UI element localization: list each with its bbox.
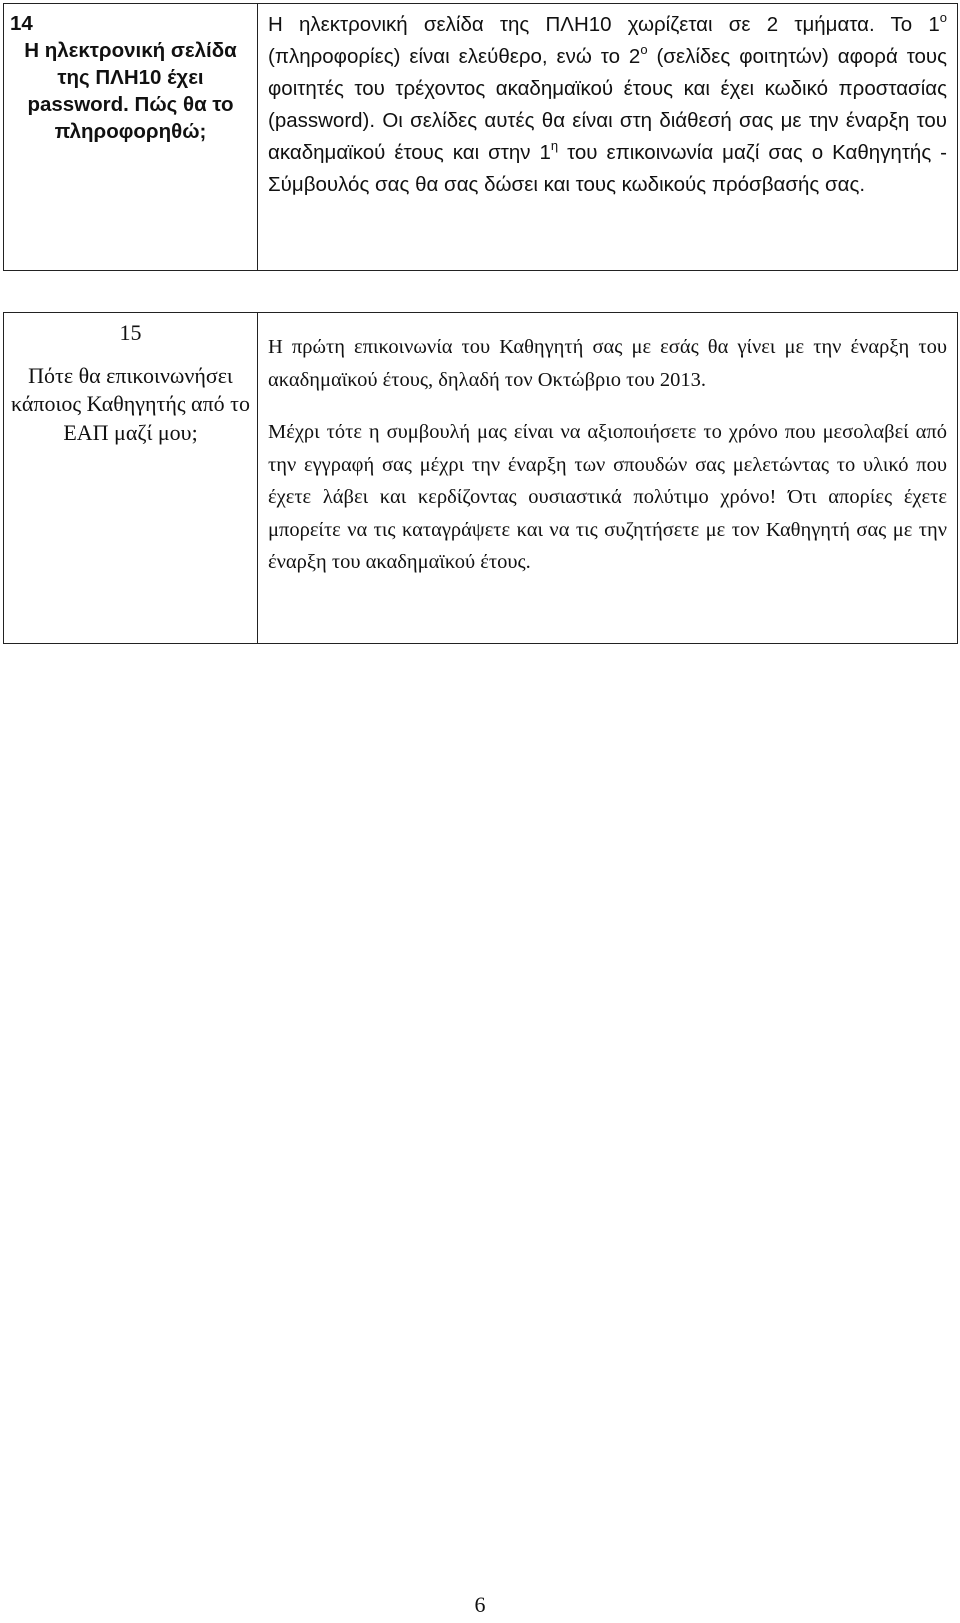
answer-text-part: του επικοινωνία μαζί σας ο Καθηγητής - Σύμβουλός σας θα σας δώσει και τους κωδικούς πρόσβασής σας.: [268, 141, 947, 196]
ordinal-superscript: ο: [640, 42, 648, 57]
answer-cell: [258, 313, 958, 644]
question-number: 14: [10, 12, 33, 35]
ordinal-superscript: ο: [939, 10, 947, 25]
answer-paragraph: Μέχρι τότε η συμβουλή μας είναι να αξιοποιήσετε το χρόνο που μεσολαβεί από την εγγραφή σας μέχρι την έναρξη των σπουδών σας μελετώντας το υλικό που έχετε λάβει και κερδίζοντας ουσιαστικά πολύτιμο χρόνο! Ότι απορίες έχετε μπορείτε να τις καταγράψετε και να τις συζητήσετε με τον Καθηγητή σας με την έναρξη του ακαδημαϊκού έτους.: [268, 421, 947, 573]
answer-text-part: (σελίδες φοιτητών) αφορά τους φοιτητές του τρέχοντος ακαδημαϊκού έτους και έχει κωδικό προστασίας (password). Οι σελίδες αυτές θα είναι στη διάθεσή σας με την έναρξη του ακαδημαϊκού έτους και στην 1: [268, 45, 947, 164]
answer-cell: [258, 4, 958, 271]
faq-table-14: [3, 3, 958, 271]
question-text: Η ηλεκτρονική σελίδα της ΠΛΗ10 έχει password. Πώς θα το πληροφορηθώ;: [24, 39, 237, 143]
question-cell: [4, 313, 258, 644]
faq-table-15: [3, 312, 958, 644]
ordinal-superscript: η: [550, 138, 559, 153]
answer-text-part: (πληροφορίες) είναι ελεύθερο, ενώ το 2: [268, 45, 641, 68]
answer-text-part: Η ηλεκτρονική σελίδα της ΠΛΗ10 χωρίζεται σε 2 τμήματα. Το 1: [268, 13, 940, 36]
faq-row: [4, 313, 958, 644]
question-number: 15: [119, 320, 142, 345]
question-cell: [4, 4, 258, 271]
question-text: Πότε θα επικοινωνήσει κάποιος Καθηγητής από το ΕΑΠ μαζί μου;: [10, 362, 251, 445]
page-number: 6: [474, 1592, 486, 1617]
answer-paragraph: Η πρώτη επικοινωνία του Καθηγητή σας με εσάς θα γίνει με την έναρξη του ακαδημαϊκού έτους, δηλαδή τον Οκτώβριο του 2013.: [268, 336, 947, 391]
faq-row: [4, 4, 958, 271]
